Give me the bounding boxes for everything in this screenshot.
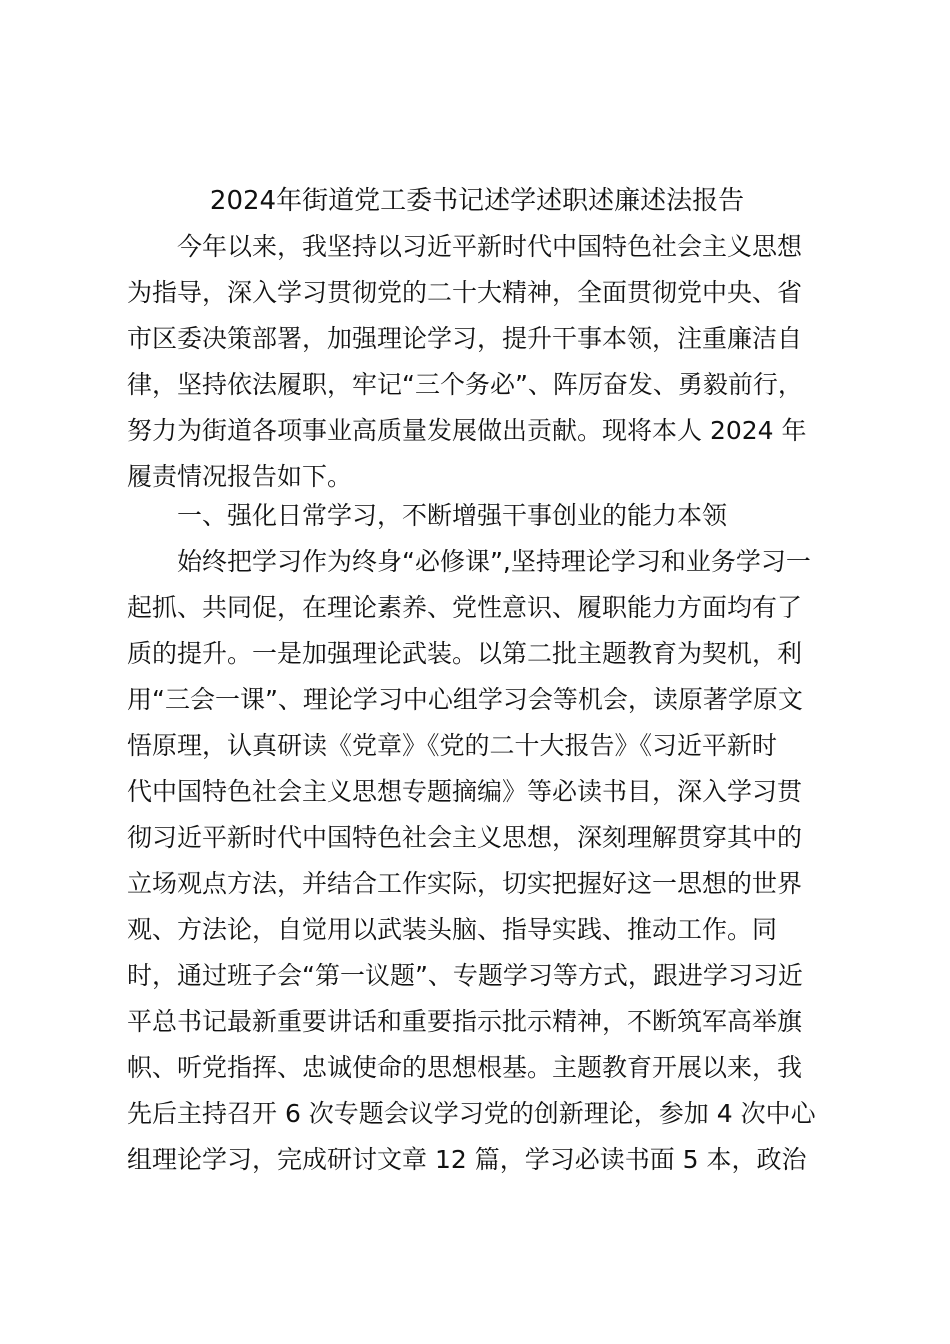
body-line: 悟原理，认真研读《党章》《党的二十大报告》《习近平新时 bbox=[127, 731, 778, 760]
body-line: 平总书记最新重要讲话和重要指示批示精神，不断筑军高举旗 bbox=[127, 1007, 803, 1036]
body-line: 组理论学习，完成研讨文章 12 篇，学习必读书面 5 本，政治 bbox=[127, 1145, 807, 1174]
body-line: 立场观点方法，并结合工作实际，切实把握好这一思想的世界 bbox=[127, 869, 803, 898]
body-line: 观、方法论，自觉用以武装头脑、指导实践、推动工作。同 bbox=[127, 915, 778, 944]
body-line: 彻习近平新时代中国特色社会主义思想，深刻理解贯穿其中的 bbox=[127, 823, 803, 852]
body-line: 时，通过班子会“第一议题”、专题学习等方式，跟进学习习近 bbox=[127, 961, 803, 990]
body-line: 为指导，深入学习贯彻党的二十大精神，全面贯彻党中央、省 bbox=[127, 278, 803, 307]
body-line: 履责情况报告如下。 bbox=[127, 462, 353, 491]
body-line: 起抓、共同促，在理论素养、党性意识、履职能力方面均有了 bbox=[127, 593, 803, 622]
body-line: 市区委决策部署，加强理论学习，提升干事本领，注重廉洁自 bbox=[127, 324, 803, 353]
body-line: 质的提升。一是加强理论武装。以第二批主题教育为契机，利 bbox=[127, 639, 803, 668]
body-line: 先后主持召开 6 次专题会议学习党的创新理论，参加 4 次中心 bbox=[127, 1099, 816, 1128]
body-line: 今年以来，我坚持以习近平新时代中国特色社会主义思想 bbox=[177, 232, 803, 261]
document-title: 2024年街道党工委书记述学述职述廉述法报告 bbox=[209, 186, 745, 216]
section-heading: 一、强化日常学习，不断增强干事创业的能力本领 bbox=[177, 501, 728, 530]
body-line: 代中国特色社会主义思想专题摘编》等必读书目，深入学习贯 bbox=[127, 777, 803, 806]
body-line: 帜、听党指挥、忠诚使命的思想根基。主题教育开展以来，我 bbox=[127, 1053, 803, 1082]
body-line: 用“三会一课”、理论学习中心组学习会等机会，读原著学原文 bbox=[127, 685, 803, 714]
body-line: 律，坚持依法履职，牢记“三个务必”、阵厉奋发、勇毅前行， bbox=[127, 370, 803, 399]
body-line: 努力为街道各项事业高质量发展做出贡献。现将本人 2024 年 bbox=[127, 416, 807, 445]
body-line: 始终把学习作为终身“必修课”,坚持理论学习和业务学习一 bbox=[177, 547, 811, 576]
